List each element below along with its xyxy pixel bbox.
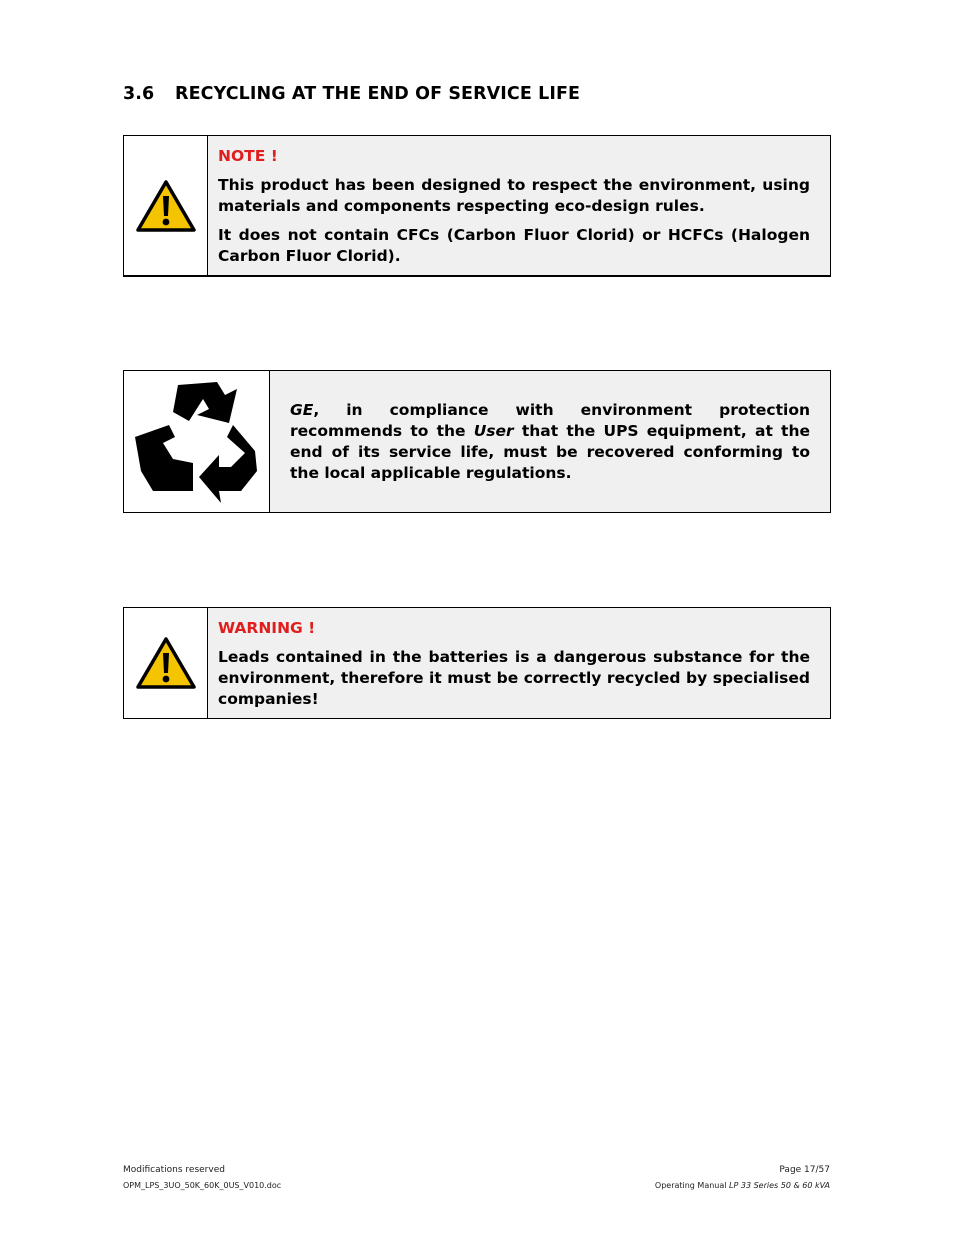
- warning-box: [123, 607, 831, 719]
- recycle-box: [123, 370, 831, 513]
- note-box: [123, 135, 831, 277]
- warning-icon-cell: [124, 608, 208, 718]
- recycle-text-b: that the UPS equipment, at the end of its service life, must be recovered conforming to the local applicable regulations.: [290, 421, 810, 482]
- recycle-user: User: [473, 421, 514, 440]
- footer-manual-series: LP 33 Series 50 & 60 kVA: [729, 1181, 830, 1190]
- recycle-paragraph: [290, 400, 810, 484]
- footer-filename: OPM_LPS_3UO_50K_60K_0US_V010.doc: [123, 1181, 282, 1190]
- note-icon-cell: [124, 136, 208, 275]
- recycle-text-a: , in compliance with environment protection recommends to the: [290, 400, 810, 440]
- note-paragraph-1: This product has been designed to respect the environment, using materials and components respecting eco-design rules.: [218, 176, 810, 215]
- footer-manual-prefix: Operating Manual: [654, 1181, 730, 1190]
- warning-triangle-icon: [135, 179, 197, 233]
- warning-triangle-icon: [135, 636, 197, 690]
- footer-page-number: Page 17/57: [779, 1165, 830, 1175]
- note-label: NOTE !: [218, 147, 278, 165]
- section-number: 3.6: [123, 84, 155, 104]
- note-paragraph-2: It does not contain CFCs (Carbon Fluor Clorid) or HCFCs (Halogen Carbon Fluor Clorid).: [218, 226, 810, 265]
- recycle-ge: GE: [290, 400, 314, 419]
- footer-line-2: [123, 1181, 830, 1190]
- recycle-text-cell: [270, 371, 830, 512]
- section-heading: [123, 84, 580, 104]
- recycle-icon-cell: [124, 371, 270, 512]
- warning-label: WARNING !: [218, 619, 316, 637]
- note-text-cell: [208, 136, 830, 275]
- section-title: RECYCLING AT THE END OF SERVICE LIFE: [175, 84, 581, 104]
- recycle-icon: [133, 379, 261, 505]
- footer-line-1: [123, 1165, 830, 1175]
- warning-paragraph: Leads contained in the batteries is a dangerous substance for the environment, therefore it must be correctly recycled by specialised companies!: [218, 648, 810, 708]
- footer-manual-title: [655, 1181, 830, 1190]
- footer-modifications: Modifications reserved: [123, 1165, 225, 1175]
- warning-text-cell: [208, 608, 830, 718]
